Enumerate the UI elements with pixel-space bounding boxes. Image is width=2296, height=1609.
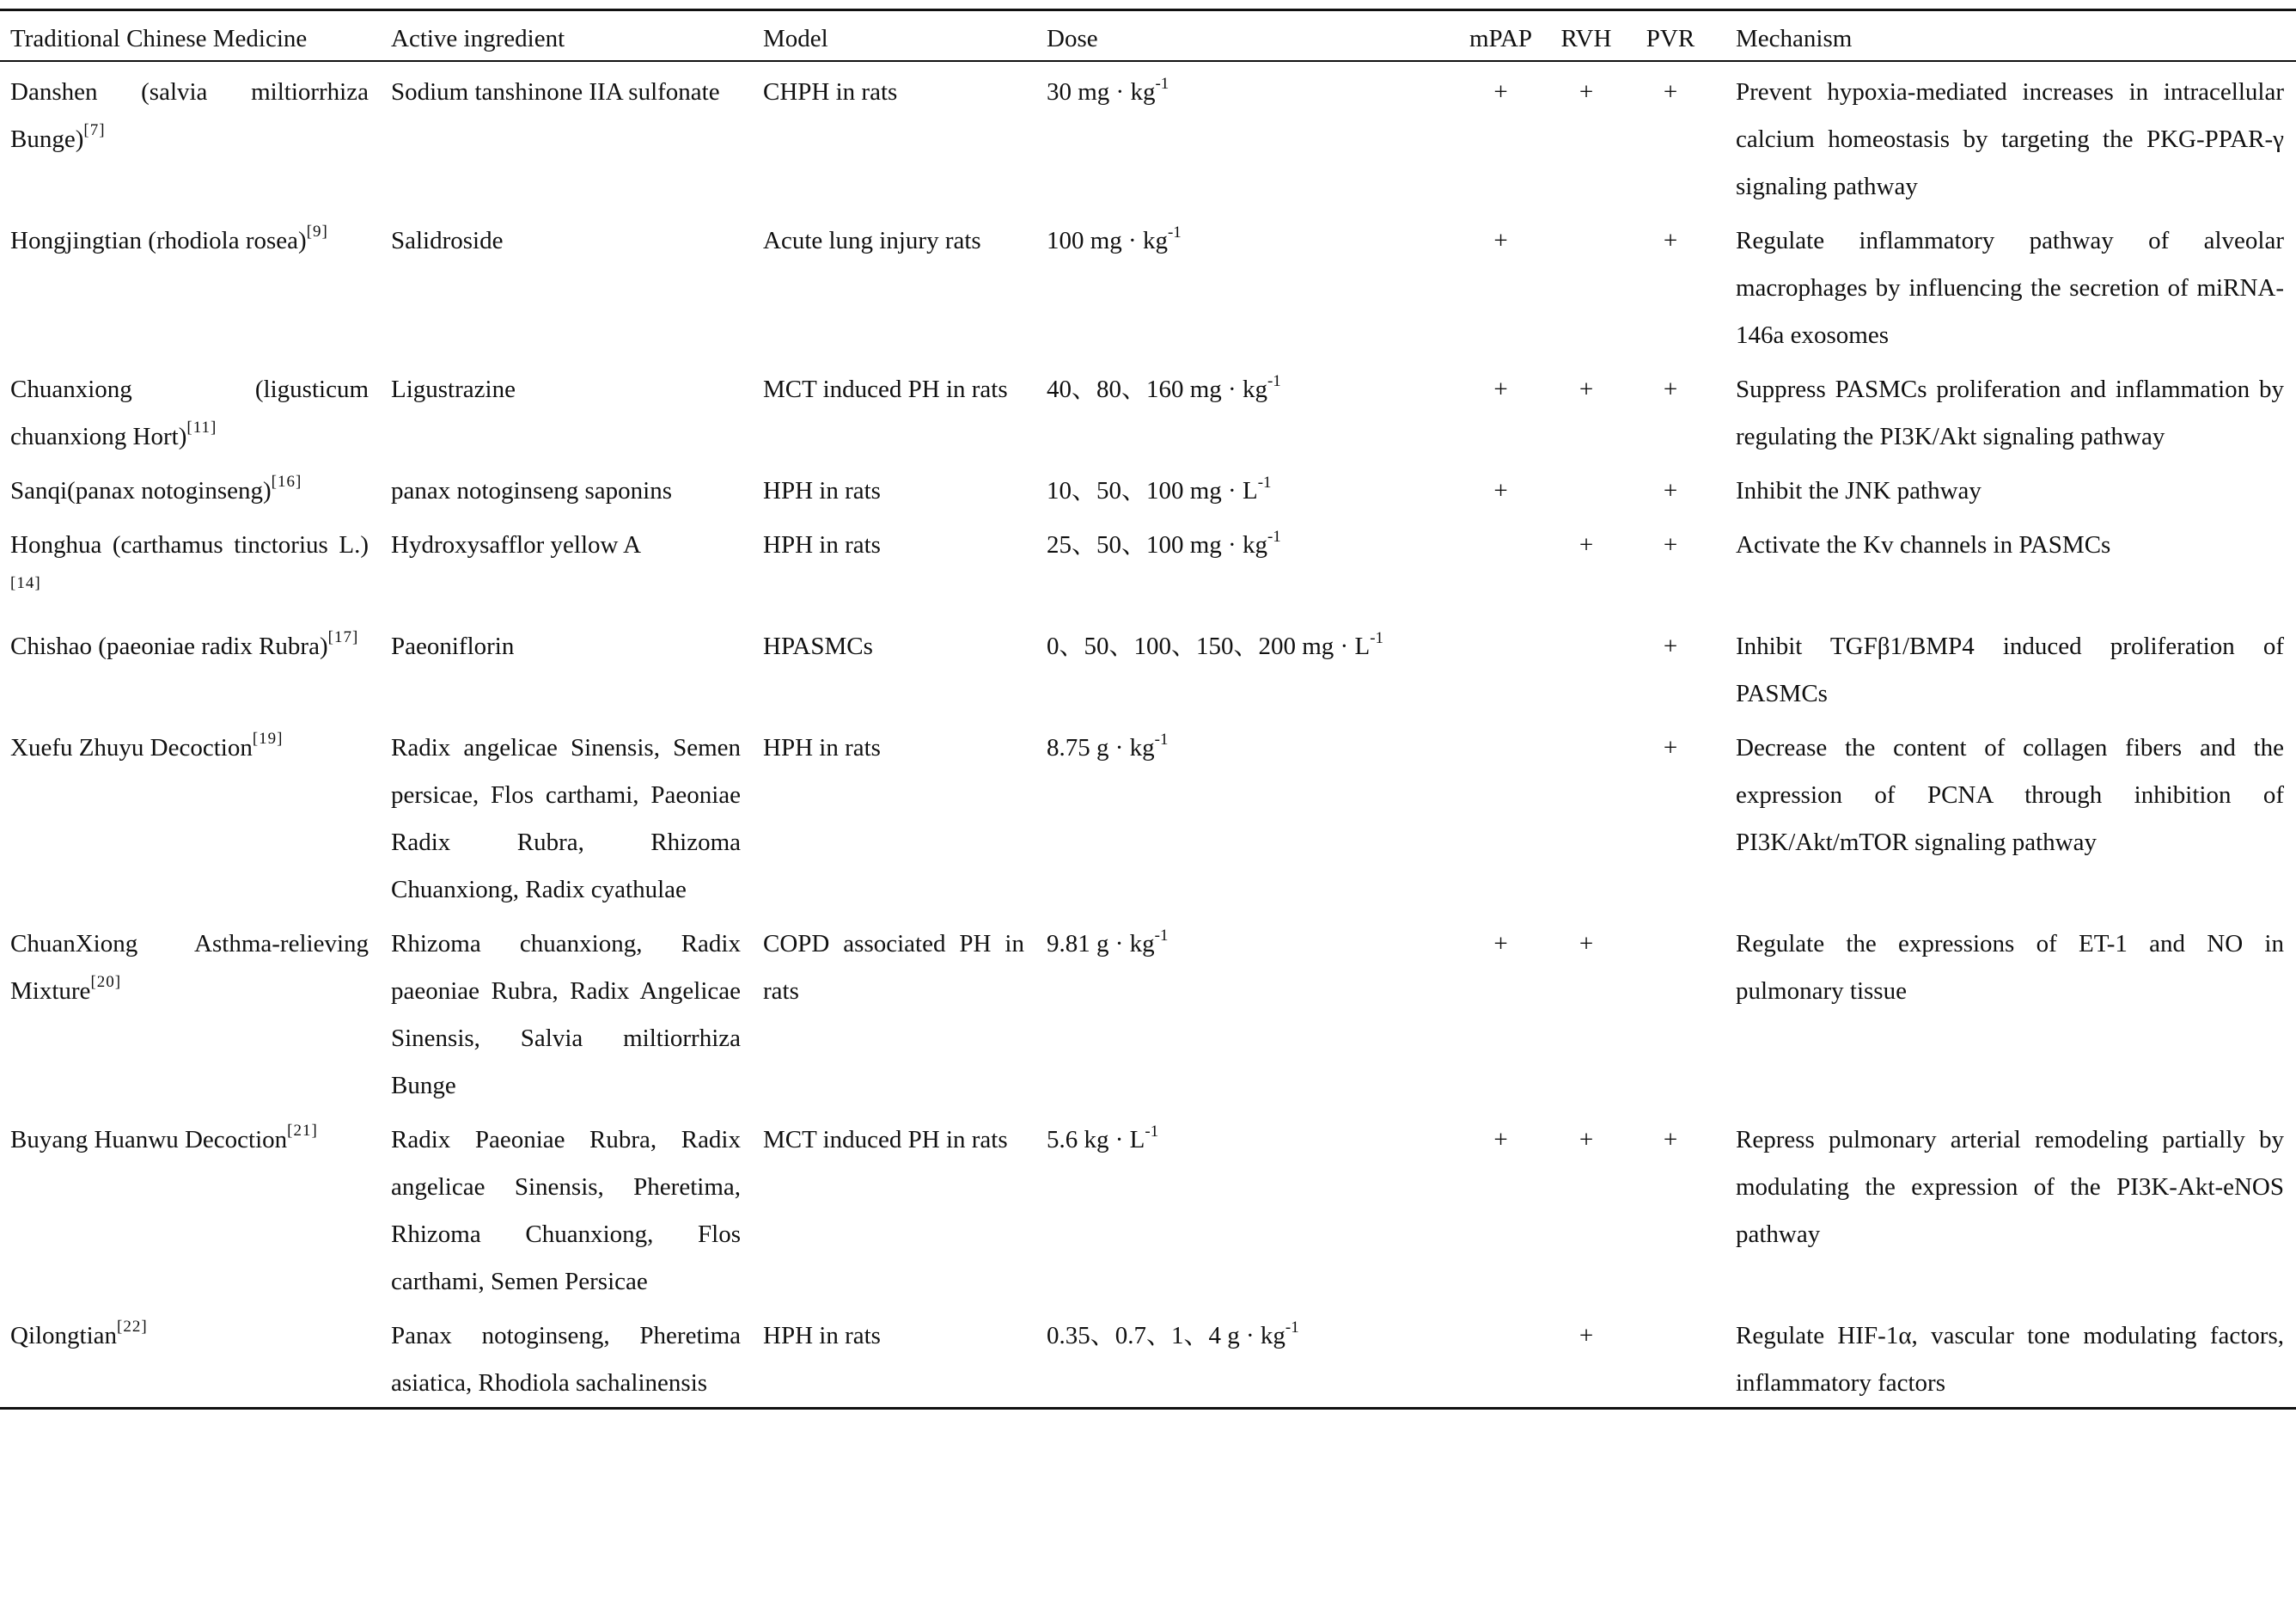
cell-mechanism: Repress pulmonary arterial remodeling partially by modulating the expression of the PI3K-Akt-eNOS pathway (1736, 1126, 2284, 1248)
cell-ingredient: Paeoniflorin (391, 633, 515, 660)
cell-tcm: Xuefu Zhuyu Decoction[19] (10, 730, 284, 762)
cell-pvr: + (1663, 376, 1678, 403)
cell-dose: 5.6 kg · $L^{-1}$ (1047, 1123, 1159, 1153)
cell-dose: 10、50、100 mg · $L^{-1}$ (1047, 474, 1272, 505)
cell-dose: 0、50、100、150、200 mg · $L^{-1}$ (1047, 629, 1384, 660)
cell-model: Acute lung injury rats (763, 227, 981, 254)
cell-tcm: Chuanxiong (ligusticum chuanxiong Hort)[11] (10, 376, 369, 450)
cell-dose: 25、50、100 mg · $kg^{-1}$ (1047, 528, 1281, 559)
table-row (0, 461, 2296, 515)
cell-pvr: + (1663, 734, 1678, 762)
reference-marker: [9] (306, 223, 328, 241)
cell-tcm: ChuanXiong Asthma-relieving Mixture[20] (10, 930, 369, 1005)
tcm-table-container (0, 9, 2296, 1410)
cell-ingredient: Salidroside (391, 227, 504, 254)
cell-pvr (1627, 914, 1713, 1110)
header-dose: Dose (1047, 10, 1456, 62)
cell-mechanism: Regulate HIF-1α, vascular tone modulating factors, inflammatory factors (1713, 1306, 2296, 1409)
cell-tcm: Qilongtian[22] (0, 1306, 391, 1409)
cell-rvh: + (1578, 930, 1594, 957)
unit-exponent: -1 (1267, 528, 1281, 546)
cell-model: CHPH in rats (763, 78, 898, 106)
table-row (0, 359, 2296, 461)
cell-tcm: Danshen (salvia miltiorrhiza Bunge)[7] (10, 78, 369, 153)
header-pvr: PVR (1627, 10, 1713, 62)
header-tcm: Traditional Chinese Medicine (0, 10, 391, 62)
cell-mpap: + (1493, 227, 1508, 254)
cell-ingredient: Ligustrazine (391, 376, 516, 403)
cell-model: MCT induced PH in rats (763, 1126, 1008, 1153)
cell-rvh (1545, 616, 1627, 718)
cell-rvh (1545, 211, 1627, 359)
header-rvh: RVH (1545, 10, 1627, 62)
cell-mechanism: Inhibit TGFβ1/BMP4 induced proliferation of PASMCs (1736, 633, 2284, 707)
cell-model: HPH in rats (763, 1306, 1047, 1409)
table-row (0, 211, 2296, 359)
header-mechanism: Mechanism (1713, 10, 2296, 62)
reference-marker: [7] (83, 121, 106, 139)
cell-dose: 40、80、160 mg · $kg^{-1}$ (1047, 372, 1281, 403)
header-mpap: mPAP (1456, 10, 1545, 62)
cell-tcm: Sanqi(panax notoginseng)[16] (10, 473, 302, 505)
cell-ingredient: Radix angelicae Sinensis, Semen persicae, Flos carthami, Paeoniae Radix Rubra, Rhizoma Chuanxiong, Radix cyathulae (391, 734, 741, 903)
cell-mechanism: Decrease the content of collagen fibers and the expression of PCNA through inhibition of PI3K/Akt/mTOR signaling pathway (1736, 734, 2284, 856)
cell-ingredient: Radix Paeoniae Rubra, Radix angelicae Sinensis, Pheretima, Rhizoma Chuanxiong, Flos carthami, Semen Persicae (391, 1126, 741, 1295)
cell-mpap (1456, 718, 1545, 914)
cell-mechanism: Regulate the expressions of ET-1 and NO in pulmonary tissue (1736, 930, 2284, 1005)
cell-ingredient: Hydroxysafflor yellow A (391, 531, 642, 559)
cell-tcm: Chishao (paeoniae radix Rubra)[17] (10, 628, 359, 660)
cell-model: COPD associated PH in rats (763, 930, 1024, 1005)
cell-rvh: + (1578, 1126, 1594, 1153)
reference-marker: [17] (327, 628, 359, 646)
cell-pvr: + (1663, 477, 1678, 505)
table-row (0, 616, 2296, 718)
cell-tcm: Honghua (carthamus tinctorius L.)[14] (10, 531, 369, 592)
reference-marker: [14] (10, 574, 41, 592)
cell-dose: 100 mg · $kg^{-1}$ (1047, 223, 1182, 254)
table-header-row (0, 10, 2296, 62)
cell-tcm: Buyang Huanwu Decoction[21] (10, 1122, 318, 1153)
unit-exponent: -1 (1257, 474, 1272, 492)
cell-model: HPH in rats (763, 531, 881, 559)
cell-ingredient: panax notoginseng saponins (391, 477, 673, 505)
reference-marker: [20] (90, 973, 122, 991)
cell-model: HPASMCs (763, 633, 873, 660)
reference-marker: [21] (287, 1122, 318, 1140)
cell-tcm: Hongjingtian (rhodiola rosea)[9] (10, 223, 328, 254)
unit-exponent: -1 (1154, 731, 1169, 749)
unit-exponent: -1 (1370, 629, 1384, 647)
unit-exponent: -1 (1285, 1318, 1299, 1337)
table-body (0, 61, 2296, 1409)
cell-pvr: + (1663, 633, 1678, 660)
cell-rvh: + (1578, 78, 1594, 106)
reference-marker: [16] (271, 473, 302, 491)
cell-ingredient: Rhizoma chuanxiong, Radix paeoniae Rubra, Radix Angelicae Sinensis, Salvia miltiorrhiza Bunge (391, 930, 741, 1099)
unit-exponent: -1 (1167, 223, 1182, 242)
cell-mpap (1456, 515, 1545, 616)
reference-marker: [22] (117, 1318, 148, 1336)
cell-rvh: + (1578, 531, 1594, 559)
cell-mpap: + (1493, 477, 1508, 505)
table-row (0, 61, 2296, 211)
cell-mpap: + (1493, 1126, 1508, 1153)
cell-model: HPH in rats (763, 477, 881, 505)
table-row (0, 1110, 2296, 1306)
cell-mechanism: Suppress PASMCs proliferation and inflammation by regulating the PI3K/Akt signaling pathway (1736, 376, 2284, 450)
cell-rvh (1545, 718, 1627, 914)
cell-rvh: + (1578, 376, 1594, 403)
cell-mpap: + (1493, 930, 1508, 957)
table-row (0, 914, 2296, 1110)
cell-rvh: + (1545, 1306, 1627, 1409)
cell-ingredient: Panax notoginseng, Pheretima asiatica, Rhodiola sachalinensis (391, 1306, 763, 1409)
cell-mpap: + (1493, 78, 1508, 106)
unit-exponent: -1 (1267, 372, 1281, 390)
cell-model: HPH in rats (763, 734, 881, 762)
table-row (0, 1306, 2296, 1409)
cell-mechanism: Activate the Kv channels in PASMCs (1736, 531, 2111, 559)
cell-pvr: + (1663, 531, 1678, 559)
cell-pvr: + (1663, 78, 1678, 106)
cell-mpap (1456, 1306, 1545, 1409)
cell-mechanism: Inhibit the JNK pathway (1736, 477, 1982, 505)
cell-mpap: + (1493, 376, 1508, 403)
cell-mechanism: Regulate inflammatory pathway of alveolar macrophages by influencing the secretion of miRNA-146a exosomes (1736, 227, 2284, 349)
cell-model: MCT induced PH in rats (763, 376, 1008, 403)
cell-dose: 30 mg · $kg^{-1}$ (1047, 75, 1169, 106)
header-model: Model (763, 10, 1047, 62)
cell-mpap (1456, 616, 1545, 718)
cell-dose: 0.35、0.7、1、4 $g \cdot kg^{-1}$ (1047, 1306, 1456, 1409)
table-row (0, 718, 2296, 914)
cell-ingredient: Sodium tanshinone IIA sulfonate (391, 78, 720, 106)
cell-pvr: + (1663, 1126, 1678, 1153)
tcm-table (0, 9, 2296, 1410)
unit-exponent: -1 (1154, 927, 1169, 945)
cell-pvr (1627, 1306, 1713, 1409)
unit-exponent: -1 (1155, 75, 1169, 93)
cell-dose: 9.81 $g \cdot kg^{-1}$ (1047, 927, 1169, 957)
cell-pvr: + (1663, 227, 1678, 254)
cell-dose: 8.75 $g \cdot kg^{-1}$ (1047, 731, 1169, 762)
unit-exponent: -1 (1145, 1123, 1159, 1141)
cell-mechanism: Prevent hypoxia-mediated increases in intracellular calcium homeostasis by targeting the PKG-PPAR-γ signaling pathway (1736, 78, 2284, 200)
reference-marker: [11] (186, 419, 217, 437)
reference-marker: [19] (252, 730, 284, 748)
header-ingredient: Active ingredient (391, 10, 763, 62)
table-row (0, 515, 2296, 616)
cell-rvh (1545, 461, 1627, 515)
